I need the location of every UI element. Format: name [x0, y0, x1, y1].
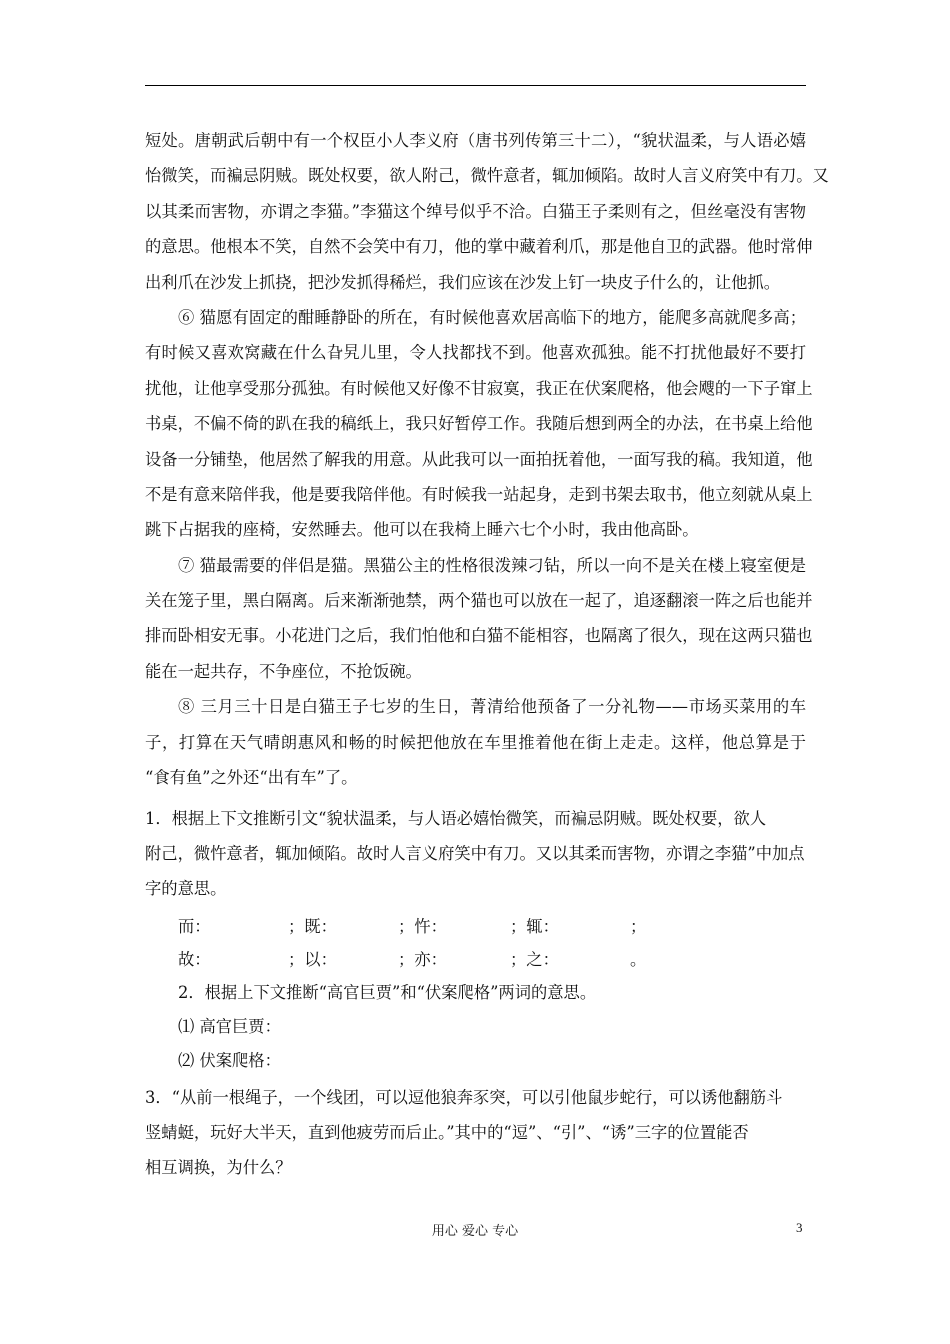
text-line: 的意思。他根本不笑，自然不会笑中有刀，他的掌中藏着利爪，那是他自卫的武器。他时常伸: [145, 237, 813, 257]
text-line: ⑦ 猫最需要的伴侣是猫。黑猫公主的性格很泼辣刁钻，所以一向不是关在楼上寝室便是: [178, 555, 806, 575]
sub-question: ⑵ 伏案爬格：: [178, 1051, 281, 1071]
text-line: 1．根据上下文推断引文“貌状温柔，与人语必嬉怡微笑，而褊忌阴贼。既处权要，欲人: [145, 809, 767, 829]
question-title: 2．根据上下文推断“高官巨贾”和“伏案爬格”两词的意思。: [178, 983, 597, 1003]
footer-motto: 用心 爱心 专心: [431, 1224, 519, 1239]
text-line: ⑧ 三月三十日是白猫王子七岁的生日，菁清给他预备了一分礼物——市场买菜用的车: [178, 697, 806, 717]
text-line: 不是有意来陪伴我，他是要我陪伴他。有时候我一站起身，走到书架去取书，他立刻就从桌上: [145, 484, 813, 504]
paragraph-5: [145, 123, 829, 300]
blank-label: 故：: [178, 950, 211, 970]
header-rule: [145, 85, 806, 86]
blank-label: 而：: [178, 917, 211, 937]
text-line: 字的意思。: [145, 879, 227, 899]
text-line: 怡微笑，而褊忌阴贼。既处权要，欲人附己，微忤意者，辄加倾陷。故时人言义府笑中有刀。又: [145, 166, 829, 186]
text-line: 跳下占据我的座椅，安然睡去。他可以在我椅上睡六七个小时，我由他高卧。: [145, 520, 699, 540]
text-line: 以其柔而害物，亦谓之李猫。”李猫这个绰号似乎不洽。白猫王子柔则有之，但丝毫没有害物: [145, 201, 806, 221]
text-line: 关在笼子里，黑白隔离。后来渐渐弛禁，两个猫也可以放在一起了，追逐翻滚一阵之后也能并: [145, 591, 813, 611]
blank-label: ；辄：: [510, 917, 559, 937]
paragraph-7: [145, 548, 813, 690]
text-line: 书桌，不偏不倚的趴在我的稿纸上，我只好暂停工作。我随后想到两全的办法，在书桌上给他: [145, 414, 813, 434]
question-3: [145, 1080, 806, 1185]
text-line: 设备一分铺垫，他居然了解我的用意。从此我可以一面拍抚着他，一面写我的稿。我知道，他: [145, 449, 813, 469]
text-line: 排而卧相安无事。小花进门之后，我们怕他和白猫不能相容，也隔离了很久，现在这两只猫也: [145, 626, 813, 646]
paragraph-8: [145, 689, 806, 795]
question-1: [145, 801, 806, 976]
text-line: 短处。唐朝武后朝中有一个权臣小人李义府（唐书列传第三十二），“貌状温柔，与人语必嬉: [145, 131, 806, 150]
text-line: “食有鱼”之外还“出有车”了。: [145, 768, 358, 788]
text-line: 有时候又喜欢窝藏在什么旮旯儿里，令人找都找不到。他喜欢孤独。能不打扰他最好不要打: [145, 343, 806, 363]
blank-label: ；以：: [288, 950, 337, 970]
text-line: 3．“从前一根绳子，一个线团，可以逗他狼奔豕突，可以引他鼠步蛇行，可以诱他翻筋斗: [145, 1088, 783, 1108]
blank-label: ；: [630, 917, 647, 937]
blank-label: ；亦：: [398, 950, 447, 970]
text-line: 扰他，让他享受那分孤独。有时候他又好像不甘寂寞，我正在伏案爬格，他会飕的一下子窜上: [145, 378, 813, 398]
text-line: 附己，微忤意者，辄加倾陷。故时人言义府笑中有刀。又以其柔而害物，亦谓之李猫”中加点: [145, 844, 805, 864]
blank-label: ；既：: [288, 917, 337, 937]
text-line: 能在一起共存，不争座位，不抢饭碗。: [145, 661, 422, 681]
sub-question: ⑴ 高官巨贾：: [178, 1017, 281, 1037]
text-line: 出利爪在沙发上抓挠，把沙发抓得稀烂，我们应该在沙发上钉一块皮子什么的，让他抓。: [145, 272, 780, 292]
text-line: 相互调换，为什么？: [145, 1158, 292, 1178]
blank-label: ；之：: [510, 950, 559, 970]
blank-label: ；忤：: [398, 917, 447, 937]
question-2: [145, 976, 806, 1078]
text-line: 竖蜻蜓，玩好大半天，直到他疲劳而后止。”其中的“逗”、“引”、“诱”三字的位置能否: [145, 1123, 749, 1143]
paragraph-6: [145, 300, 813, 548]
document-body: [145, 123, 829, 1185]
text-line: ⑥ 猫愿有固定的酣睡静卧的所在，有时候他喜欢居高临下的地方，能爬多高就爬多高；: [178, 307, 806, 327]
blank-row-1: [145, 910, 806, 943]
blank-row-2: [145, 943, 806, 976]
text-line: 子，打算在天气晴朗惠风和畅的时候把他放在车里推着他在街上走走。这样，他总算是于: [145, 732, 806, 752]
page-number: 3: [796, 1220, 803, 1235]
blank-label: 。: [630, 950, 647, 970]
